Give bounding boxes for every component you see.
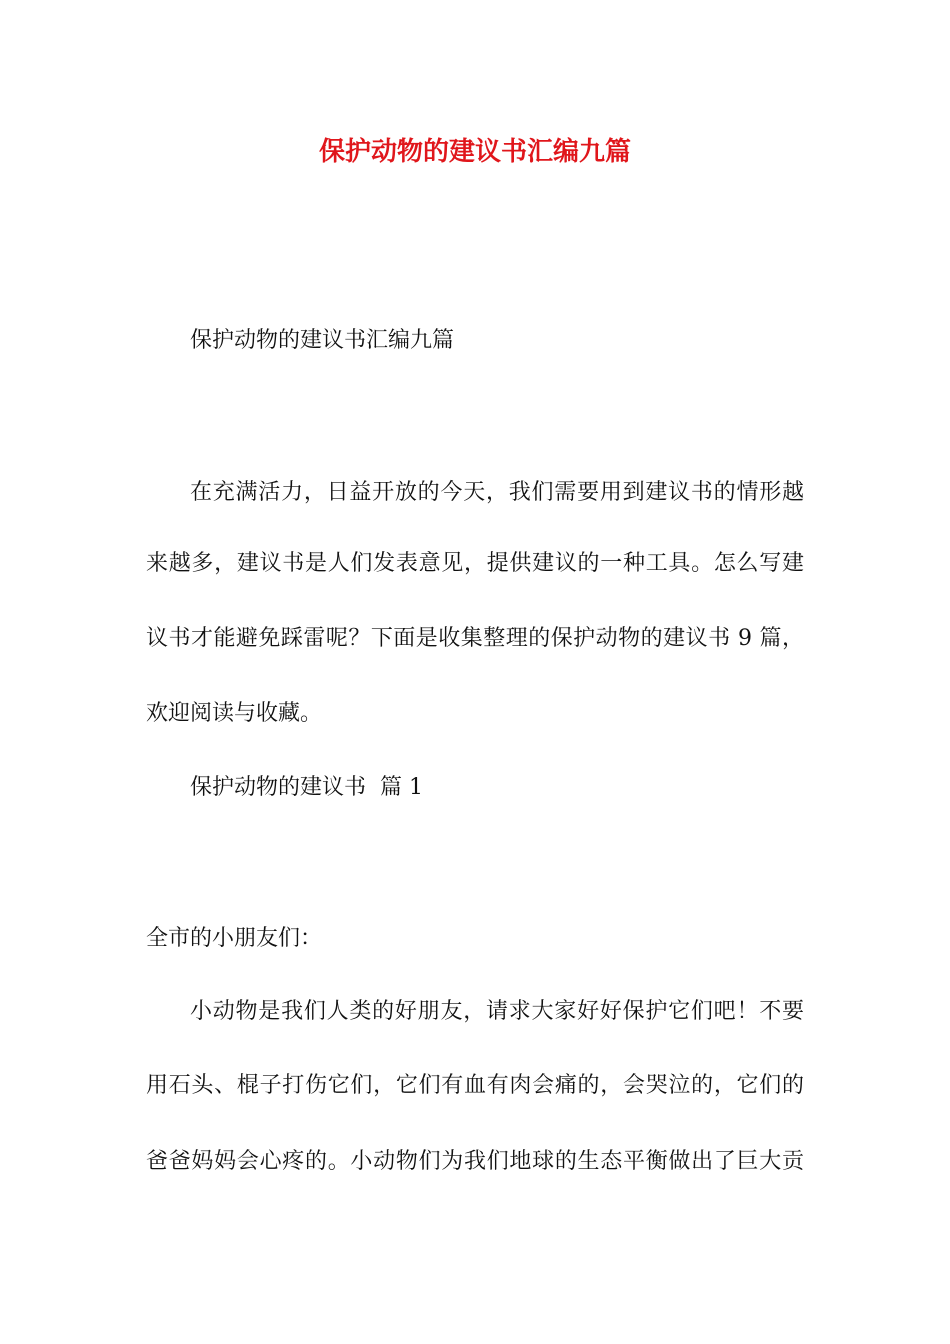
intro-line-3: 议书才能避免踩雷呢？下面是收集整理的保护动物的建议书 9 篇， [146, 626, 804, 651]
document-subtitle: 保护动物的建议书汇编九篇 [190, 328, 455, 353]
body-line-1: 小动物是我们人类的好朋友，请求大家好好保护它们吧！不要 [190, 999, 804, 1024]
body-line-2: 用石头、棍子打伤它们，它们有血有肉会痛的，会哭泣的，它们的 [146, 1073, 804, 1098]
document-title: 保护动物的建议书汇编九篇 [318, 137, 631, 167]
salutation: 全市的小朋友们： [146, 926, 323, 951]
intro-line-4: 欢迎阅读与收藏。 [146, 701, 323, 726]
body-line-3: 爸爸妈妈会心疼的。小动物们为我们地球的生态平衡做出了巨大贡 [146, 1149, 804, 1174]
section-heading: 保护动物的建议书 篇 1 [190, 775, 423, 800]
intro-line-2: 来越多，建议书是人们发表意见，提供建议的一种工具。怎么写建 [146, 551, 804, 576]
intro-line-1: 在充满活力，日益开放的今天，我们需要用到建议书的情形越 [190, 480, 804, 505]
